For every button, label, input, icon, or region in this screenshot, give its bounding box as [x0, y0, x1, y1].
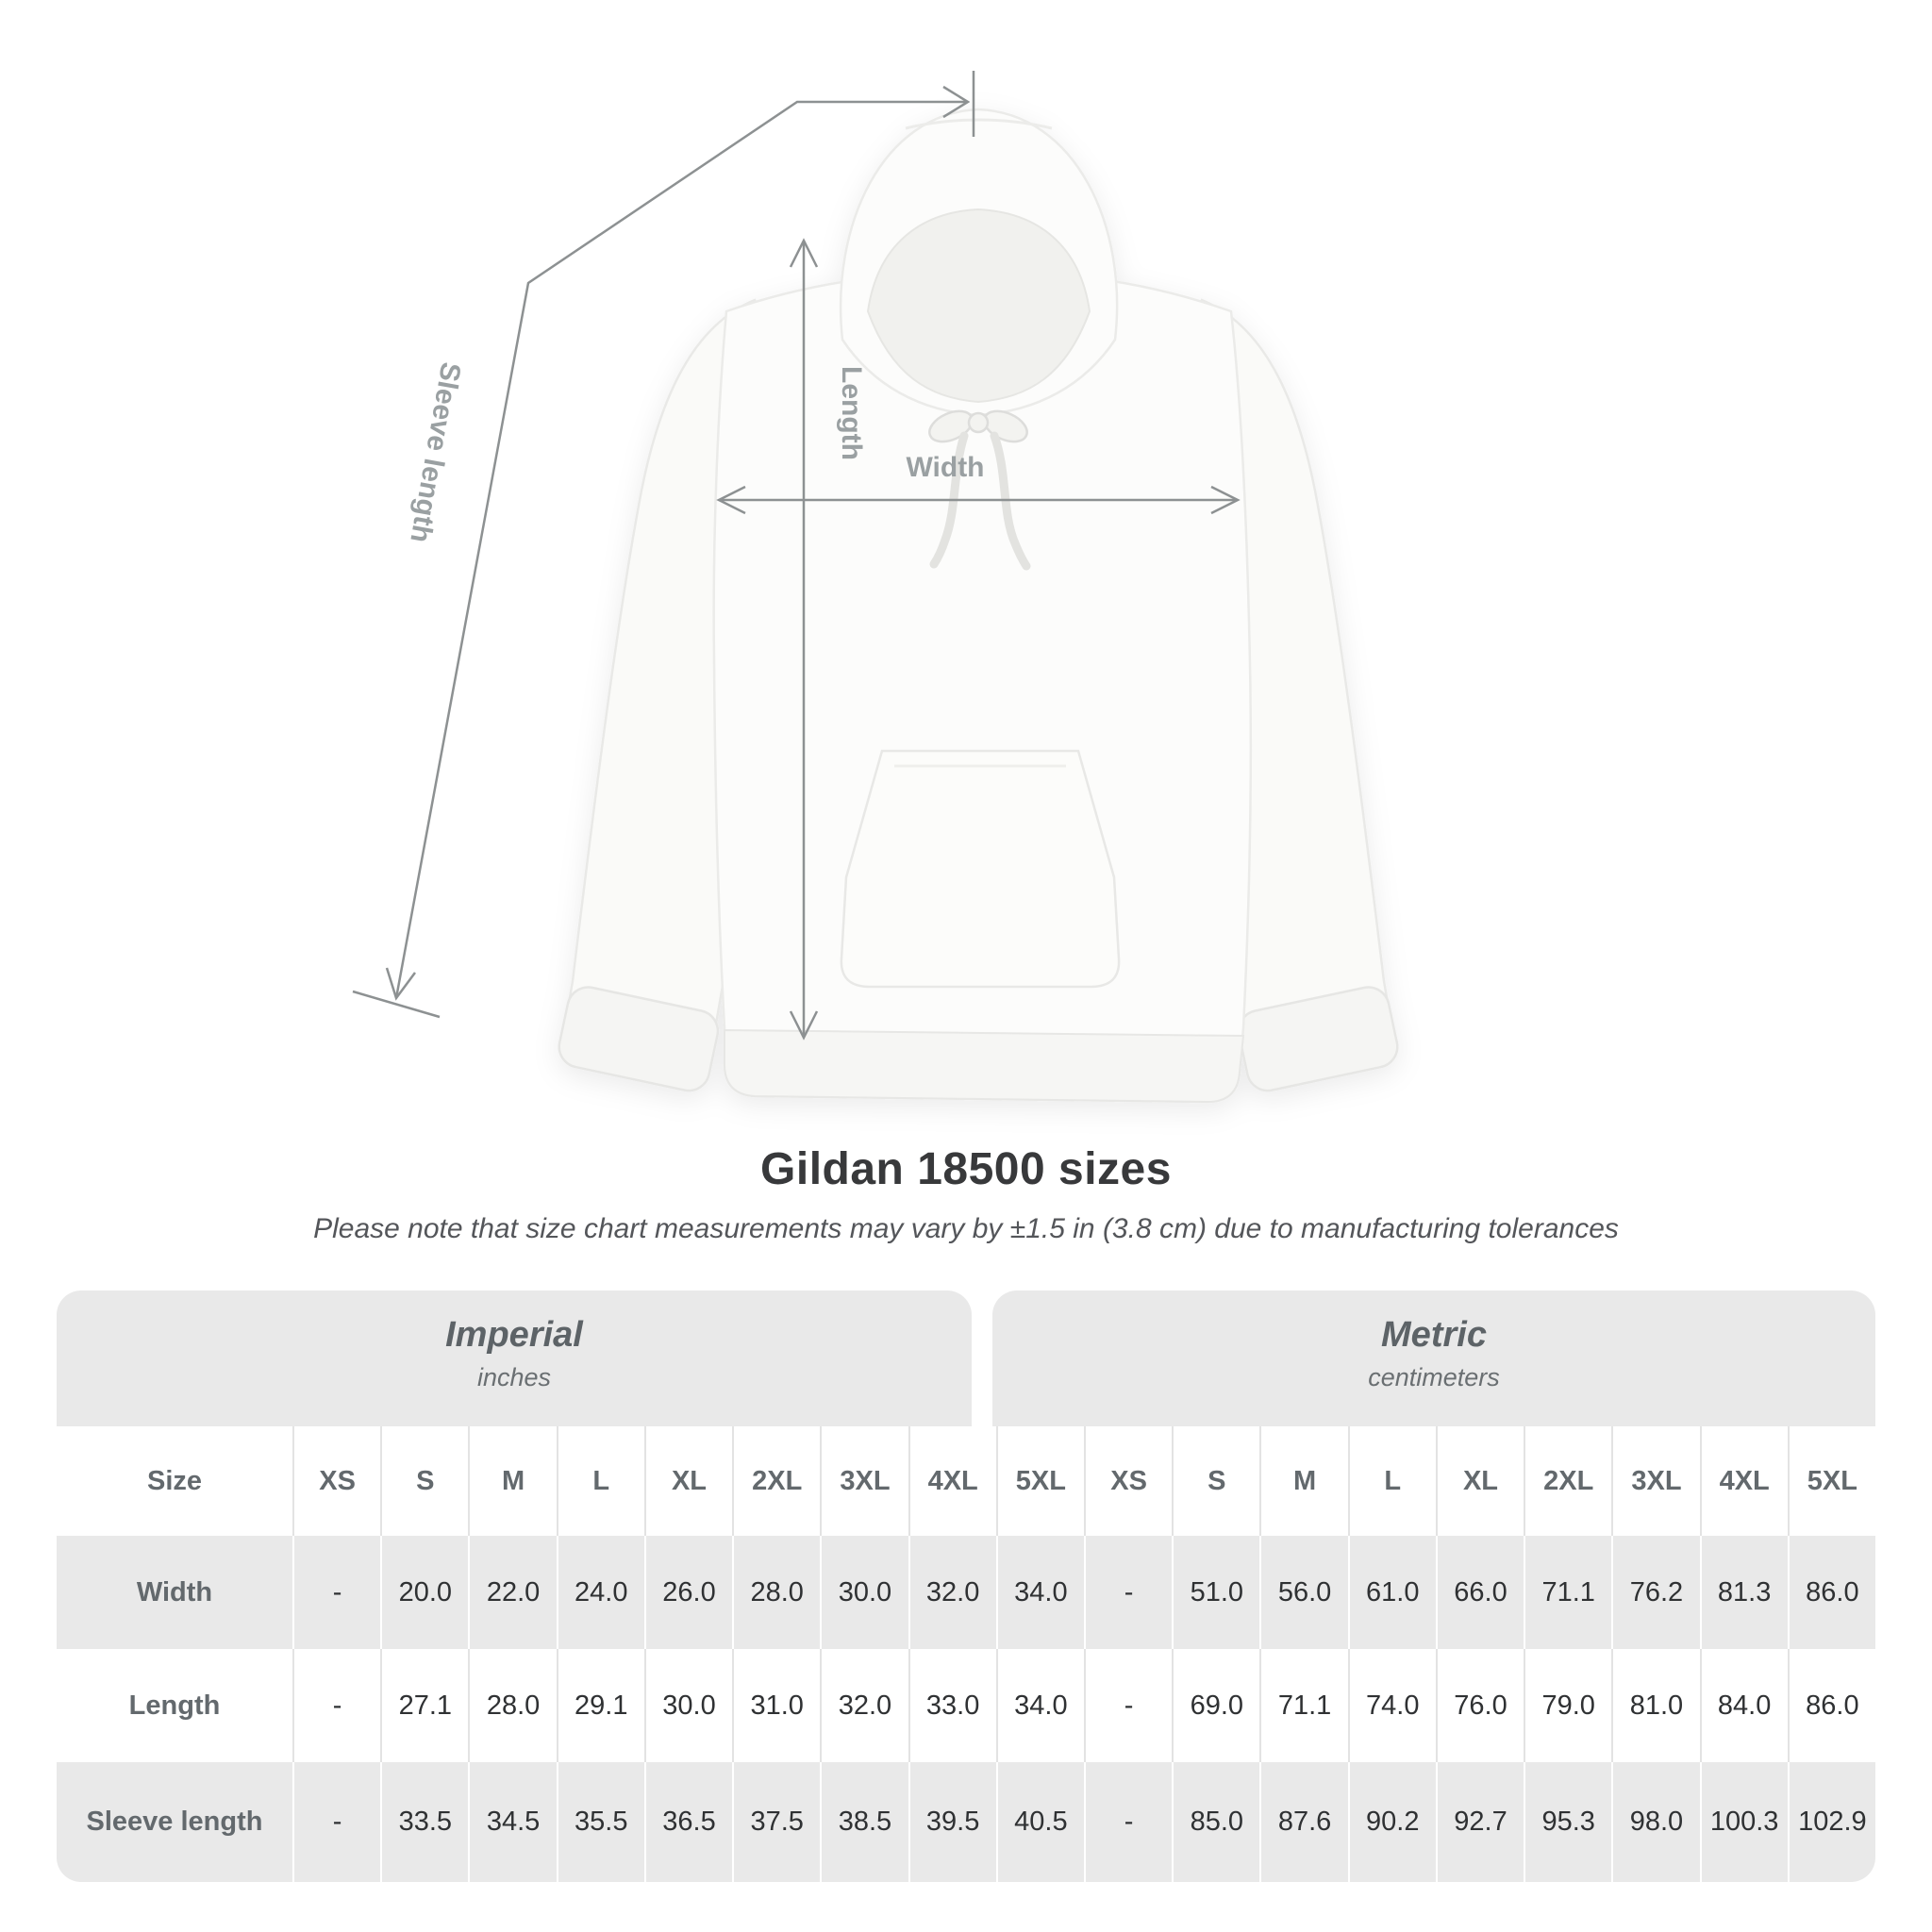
width-label: Width [906, 452, 985, 483]
hoodie-hem-band [724, 1030, 1243, 1102]
table-cell: 87.6 [1259, 1762, 1347, 1882]
hoodie-pocket [841, 751, 1119, 987]
tolerance-note: Please note that size chart measurements may vary by ±1.5 in (3.8 cm) due to manufacturing tolerances [313, 1213, 1619, 1244]
row-label-sleeve-length: Sleeve length [86, 1807, 263, 1837]
table-cell: 34.0 [996, 1649, 1084, 1762]
table-cell: 86.0 [1788, 1649, 1875, 1762]
table-cell: 36.5 [644, 1762, 732, 1882]
col-header-imperial-xl: XL [644, 1426, 732, 1536]
table-cell: 81.0 [1611, 1649, 1699, 1762]
col-header-imperial-s: S [380, 1426, 468, 1536]
table-cell: 51.0 [1172, 1536, 1259, 1649]
table-cell: 29.1 [557, 1649, 644, 1762]
col-header-metric-2xl: 2XL [1524, 1426, 1611, 1536]
table-cell: 90.2 [1348, 1762, 1436, 1882]
col-header-imperial-m: M [468, 1426, 556, 1536]
table-cell: 85.0 [1172, 1762, 1259, 1882]
table-cell: 28.0 [732, 1536, 820, 1649]
table-cell: 27.1 [380, 1649, 468, 1762]
col-header-imperial-3xl: 3XL [820, 1426, 908, 1536]
table-cell: 33.0 [908, 1649, 996, 1762]
col-header-metric-s: S [1172, 1426, 1259, 1536]
table-cell: 31.0 [732, 1649, 820, 1762]
col-header-imperial-4xl: 4XL [908, 1426, 996, 1536]
row-label-length: Length [128, 1690, 221, 1721]
unit-name-imperial: Imperial [445, 1315, 583, 1355]
table-cell: 61.0 [1348, 1536, 1436, 1649]
size-grid [57, 1426, 1875, 1882]
table-cell: 24.0 [557, 1536, 644, 1649]
table-cell: 76.0 [1436, 1649, 1524, 1762]
col-header-metric-3xl: 3XL [1611, 1426, 1699, 1536]
table-cell: 71.1 [1524, 1536, 1611, 1649]
table-cell: - [1084, 1649, 1172, 1762]
table-cell: 95.3 [1524, 1762, 1611, 1882]
table-row-width [57, 1536, 1875, 1649]
table-cell: 35.5 [557, 1762, 644, 1882]
table-cell: 56.0 [1259, 1536, 1347, 1649]
hoodie-garment [556, 109, 1402, 1102]
table-cell: - [292, 1649, 380, 1762]
table-cell: 92.7 [1436, 1762, 1524, 1882]
unit-sub-imperial: inches [476, 1363, 552, 1391]
size-table [57, 1291, 1875, 1882]
table-cell: 33.5 [380, 1762, 468, 1882]
col-header-metric-xs: XS [1084, 1426, 1172, 1536]
table-cell: 40.5 [996, 1762, 1084, 1882]
table-cell: 76.2 [1611, 1536, 1699, 1649]
length-label: Length [836, 366, 867, 460]
table-cell: 22.0 [468, 1536, 556, 1649]
col-header-imperial-2xl: 2XL [732, 1426, 820, 1536]
unit-header-metric [992, 1291, 1875, 1426]
table-row-sleeve-length [57, 1762, 1875, 1882]
table-cell: 81.3 [1700, 1536, 1788, 1649]
table-row-length [57, 1649, 1875, 1762]
table-cell: 28.0 [468, 1649, 556, 1762]
sleeve-length-label: Sleeve length [404, 359, 467, 545]
table-cell: 32.0 [820, 1649, 908, 1762]
unit-header-imperial [57, 1291, 972, 1426]
table-cell: 100.3 [1700, 1762, 1788, 1882]
col-header-metric-4xl: 4XL [1700, 1426, 1788, 1536]
table-cell: 30.0 [820, 1536, 908, 1649]
table-cell: - [1084, 1536, 1172, 1649]
table-cell: 39.5 [908, 1762, 996, 1882]
unit-name-metric: Metric [1381, 1315, 1487, 1355]
col-header-metric-l: L [1348, 1426, 1436, 1536]
col-header-imperial-5xl: 5XL [996, 1426, 1084, 1536]
col-header-metric-m: M [1259, 1426, 1347, 1536]
table-cell: 71.1 [1259, 1649, 1347, 1762]
table-cell: 37.5 [732, 1762, 820, 1882]
table-cell: 74.0 [1348, 1649, 1436, 1762]
table-cell: - [292, 1536, 380, 1649]
table-cell: 79.0 [1524, 1649, 1611, 1762]
table-cell: 20.0 [380, 1536, 468, 1649]
table-cell: 34.5 [468, 1762, 556, 1882]
table-cell: 98.0 [1611, 1762, 1699, 1882]
table-cell: - [292, 1762, 380, 1882]
table-cell: 84.0 [1700, 1649, 1788, 1762]
table-cell: 32.0 [908, 1536, 996, 1649]
table-cell: 38.5 [820, 1762, 908, 1882]
table-cell: 102.9 [1788, 1762, 1875, 1882]
size-header: Size [146, 1465, 203, 1496]
table-cell: 86.0 [1788, 1536, 1875, 1649]
col-header-metric-5xl: 5XL [1788, 1426, 1875, 1536]
table-cell: 69.0 [1172, 1649, 1259, 1762]
col-header-metric-xl: XL [1436, 1426, 1524, 1536]
table-cell: 26.0 [644, 1536, 732, 1649]
table-cell: - [1084, 1762, 1172, 1882]
table-cell: 66.0 [1436, 1536, 1524, 1649]
row-label-width: Width [136, 1576, 213, 1607]
col-header-imperial-l: L [557, 1426, 644, 1536]
table-header-row [57, 1426, 1875, 1536]
col-header-imperial-xs: XS [292, 1426, 380, 1536]
page-title: Gildan 18500 sizes [760, 1144, 1172, 1194]
table-cell: 34.0 [996, 1536, 1084, 1649]
unit-sub-metric: centimeters [1368, 1363, 1500, 1391]
table-cell: 30.0 [644, 1649, 732, 1762]
